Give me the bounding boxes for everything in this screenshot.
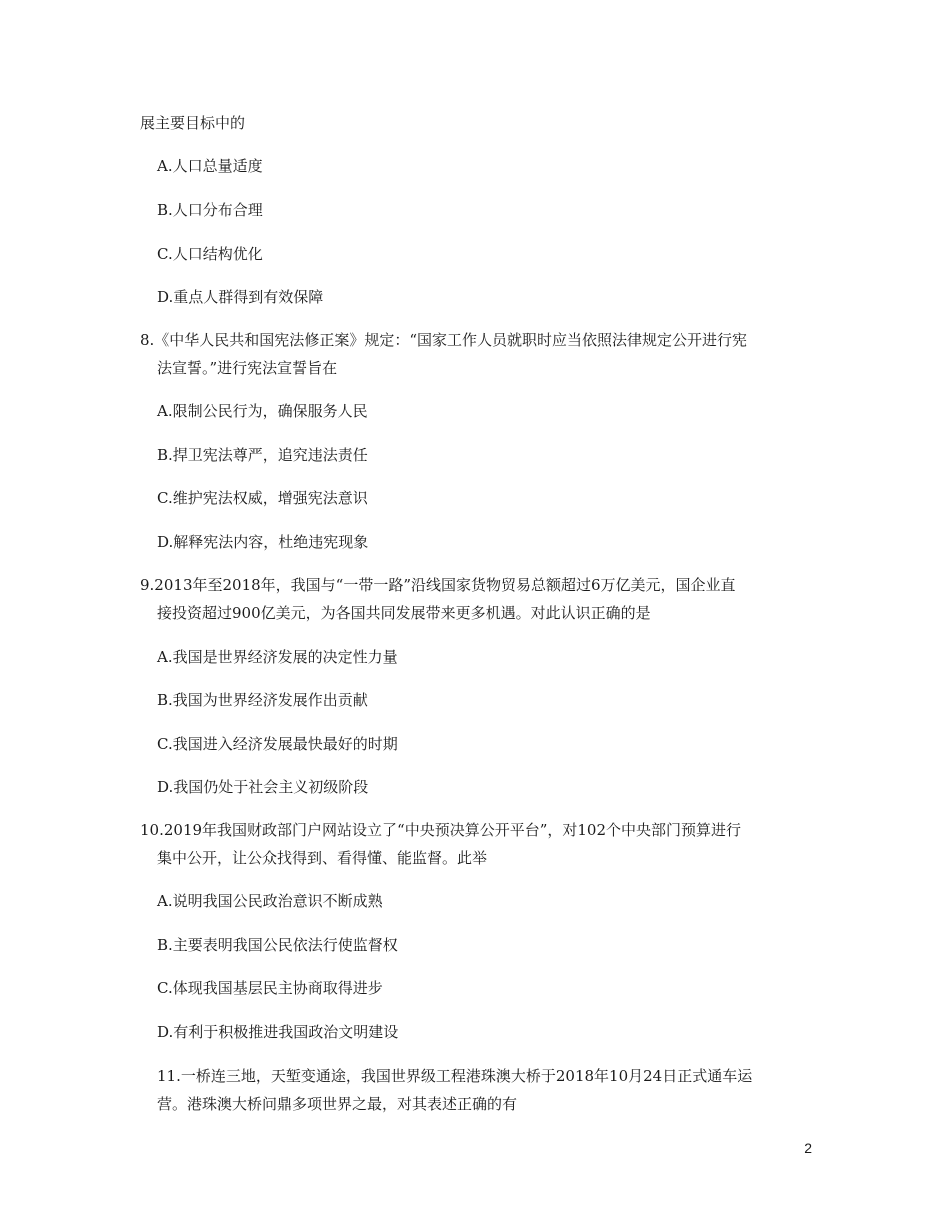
q8-option-d: D.解释宪法内容，杜绝违宪现象 xyxy=(157,533,369,551)
q7-option-a: A.人口总量适度 xyxy=(157,157,263,175)
q10-option-b: B.主要表明我国公民依法行使监督权 xyxy=(157,936,398,954)
q7-option-b: B.人口分布合理 xyxy=(157,201,263,219)
lead-in-text: 展主要目标中的 xyxy=(140,114,246,132)
page-number: 2 xyxy=(804,1140,812,1156)
q8-option-c: C.维护宪法权威，增强宪法意识 xyxy=(157,489,368,507)
q10-option-c: C.体现我国基层民主协商取得进步 xyxy=(157,979,383,997)
q9-option-a: A.我国是世界经济发展的决定性力量 xyxy=(157,648,398,666)
q11-stem-line1: 11.一桥连三地，天堑变通途，我国世界级工程港珠澳大桥于2018年10月24日正式通车运 xyxy=(157,1067,753,1085)
q8-option-a: A.限制公民行为，确保服务人民 xyxy=(157,402,368,420)
q7-option-c: C.人口结构优化 xyxy=(157,245,263,263)
q8-option-b: B.捍卫宪法尊严，追究违法责任 xyxy=(157,446,368,464)
q10-option-d: D.有利于积极推进我国政治文明建设 xyxy=(157,1023,399,1041)
q8-stem-line1: 8.《中华人民共和国宪法修正案》规定：“国家工作人员就职时应当依照法律规定公开进行宪 xyxy=(140,331,747,349)
q9-option-c: C.我国进入经济发展最快最好的时期 xyxy=(157,735,398,753)
q11-stem-line2: 营。港珠澳大桥问鼎多项世界之最，对其表述正确的有 xyxy=(157,1095,518,1113)
q10-option-a: A.说明我国公民政治意识不断成熟 xyxy=(157,892,383,910)
q10-stem-line1: 10.2019年我国财政部门户网站设立了“中央预决算公开平台”，对102个中央部门预算进行 xyxy=(140,821,741,839)
q7-option-d: D.重点人群得到有效保障 xyxy=(157,288,324,306)
q8-stem-line2: 法宣誓。”进行宪法宣誓旨在 xyxy=(157,359,338,377)
q9-option-d: D.我国仍处于社会主义初级阶段 xyxy=(157,778,369,796)
q9-stem-line1: 9.2013年至2018年，我国与“一带一路”沿线国家货物贸易总额超过6万亿美元，国企业直 xyxy=(140,576,736,594)
q10-stem-line2: 集中公开，让公众找得到、看得懂、能监督。此举 xyxy=(157,849,488,867)
q9-stem-line2: 接投资超过900亿美元，为各国共同发展带来更多机遇。对此认识正确的是 xyxy=(157,604,651,622)
q9-option-b: B.我国为世界经济发展作出贡献 xyxy=(157,691,368,709)
